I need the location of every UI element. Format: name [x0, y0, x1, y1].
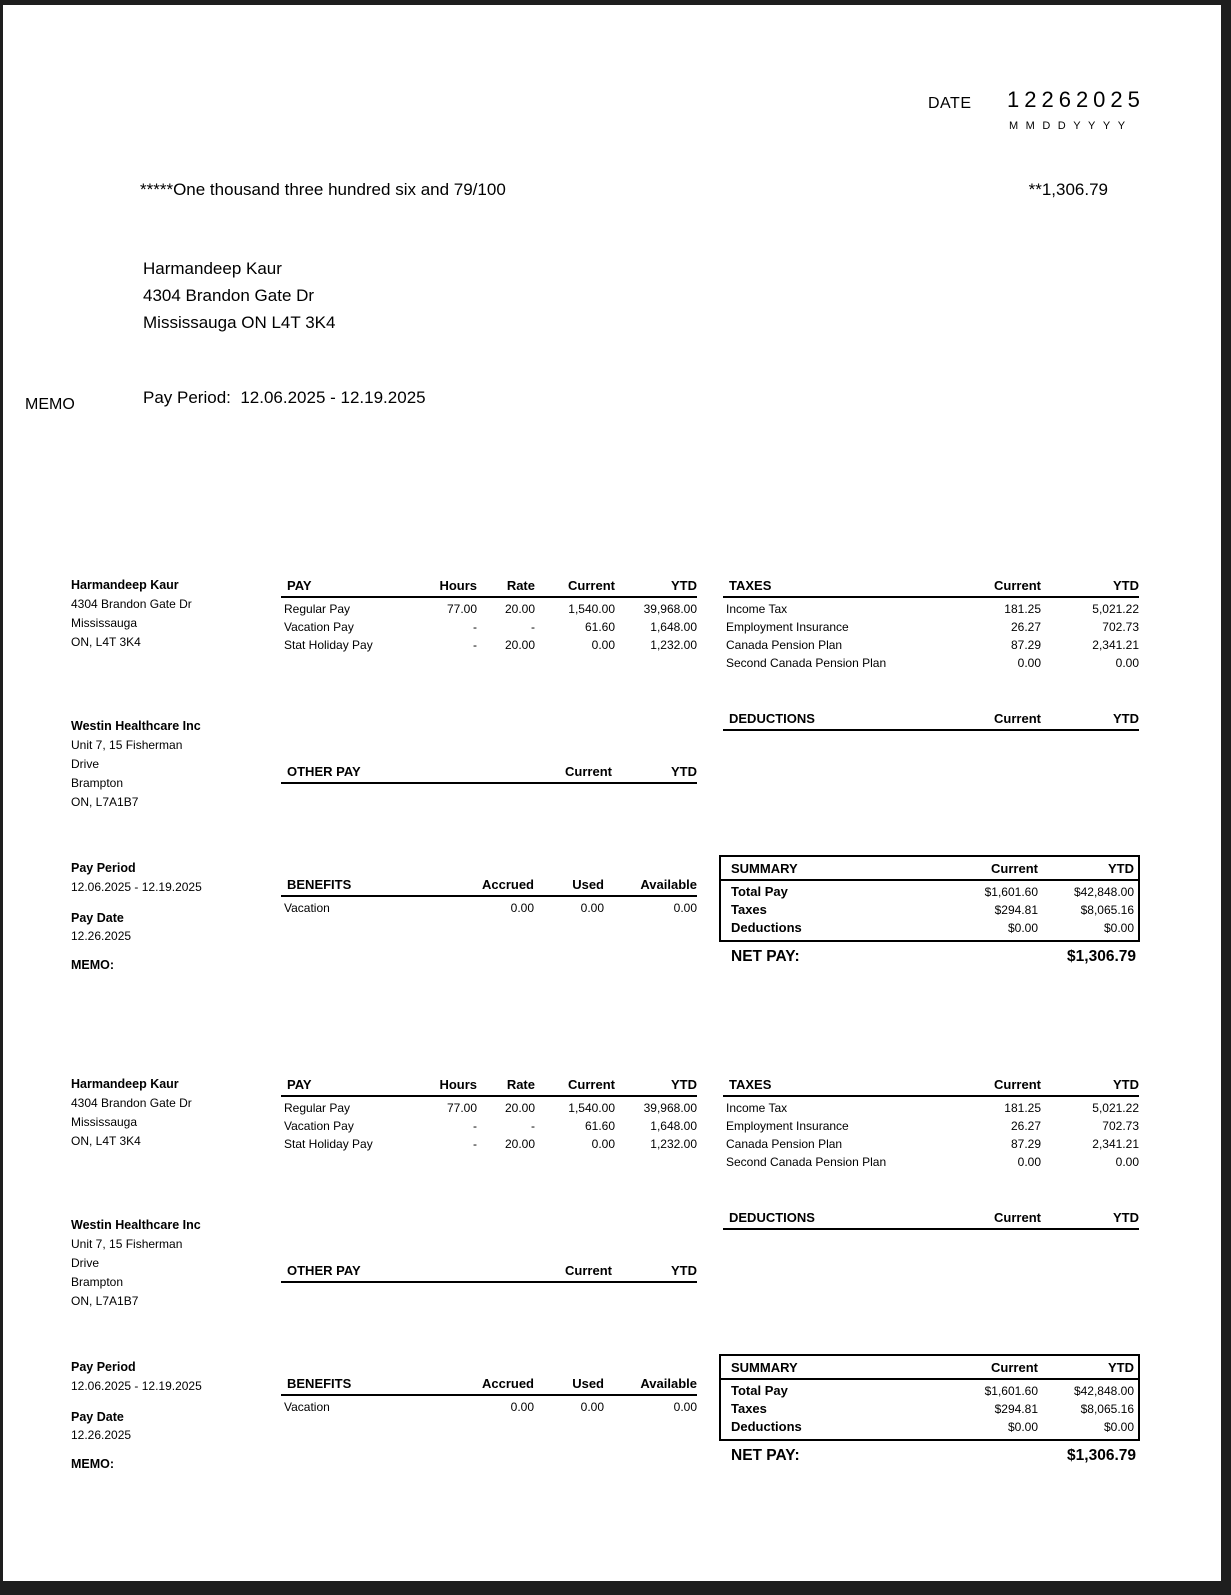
pay-col-hours: Hours [439, 1077, 477, 1092]
benefit-row-accrued: 0.00 [510, 901, 534, 915]
benefit-row-accrued: 0.00 [510, 1400, 534, 1414]
benefit-row-available: 0.00 [673, 1400, 697, 1414]
employee-address-line: ON, L4T 3K4 [71, 1134, 141, 1148]
employee-address-line: ON, L4T 3K4 [71, 635, 141, 649]
benefits-col-used: Used [572, 1376, 604, 1391]
pay-row-hours: 77.00 [446, 602, 477, 616]
benefit-row-used: 0.00 [580, 901, 604, 915]
employer-address-line: Unit 7, 15 Fisherman [71, 1237, 183, 1251]
summary-row-label: Taxes [731, 902, 767, 917]
tax-row-current: 26.27 [1010, 1119, 1041, 1133]
pay-row-rate: - [531, 620, 535, 634]
deductions-col-current: Current [994, 711, 1041, 726]
pay-col-rate: Rate [506, 1077, 535, 1092]
pay-table-title: PAY [287, 1077, 312, 1092]
cheque-date-label: DATE [928, 95, 972, 112]
tax-row-label: Second Canada Pension Plan [726, 1155, 887, 1169]
pay-col-ytd: YTD [671, 578, 697, 593]
pay-row-rate: 20.00 [504, 602, 535, 616]
pay-row-label: Stat Holiday Pay [284, 638, 373, 652]
pay-row-label: Stat Holiday Pay [284, 1137, 373, 1151]
tax-row-ytd: 702.73 [1102, 620, 1139, 634]
pay-date-label: Pay Date [71, 911, 124, 925]
summary-header [721, 857, 1138, 881]
cheque-date-format-hint: MMDDYYYY [1009, 120, 1133, 132]
benefits-table [281, 1376, 697, 1414]
tax-row-current: 181.25 [1004, 1101, 1041, 1115]
summary-row [721, 881, 1138, 899]
pay-col-current: Current [568, 1077, 615, 1092]
tax-row-current: 87.29 [1010, 1137, 1041, 1151]
payee-address-line1: 4304 Brandon Gate Dr [143, 286, 315, 305]
tax-row-current: 26.27 [1010, 620, 1041, 634]
employee-address-line: 4304 Brandon Gate Dr [71, 597, 192, 611]
table-row [723, 598, 1139, 616]
cheque-date-value: 12262025 [1007, 87, 1145, 112]
tax-row-ytd: 5,021.22 [1092, 602, 1139, 616]
other-pay-table-header [281, 1263, 697, 1283]
summary-row [721, 1398, 1138, 1416]
taxes-table-header [723, 578, 1139, 598]
pay-row-label: Vacation Pay [284, 620, 354, 634]
tax-row-current: 87.29 [1010, 638, 1041, 652]
tax-row-ytd: 0.00 [1115, 656, 1139, 670]
summary-box [719, 855, 1140, 942]
taxes-table-title: TAXES [729, 578, 772, 593]
tax-row-ytd: 2,341.21 [1092, 638, 1139, 652]
tax-row-current: 0.00 [1017, 1155, 1041, 1169]
pay-row-ytd: 1,232.00 [650, 638, 697, 652]
deductions-table-header [723, 1210, 1139, 1230]
summary-header [721, 1356, 1138, 1380]
table-row [723, 1133, 1139, 1151]
pay-table [281, 1077, 697, 1151]
pay-row-rate: - [531, 1119, 535, 1133]
taxes-col-current: Current [994, 578, 1041, 593]
taxes-col-current: Current [994, 1077, 1041, 1092]
payee-address-line2: Mississauga ON L4T 3K4 [143, 313, 336, 332]
pay-row-ytd: 39,968.00 [643, 1101, 697, 1115]
pay-row-hours: - [473, 620, 477, 634]
summary-title: SUMMARY [731, 1360, 798, 1375]
summary-row-label: Total Pay [731, 1383, 788, 1398]
employee-address-block [71, 576, 192, 652]
pay-row-current: 1,540.00 [568, 1101, 615, 1115]
employer-address-line: ON, L7A1B7 [71, 1294, 139, 1308]
deductions-table-title: DEDUCTIONS [729, 711, 815, 726]
employee-address-block [71, 1075, 192, 1151]
net-pay-label: NET PAY: [731, 948, 800, 965]
other-pay-table-title: OTHER PAY [287, 1263, 361, 1278]
summary-col-current: Current [991, 861, 1038, 876]
net-pay-value: $1,306.79 [1067, 1447, 1136, 1464]
pay-row-label: Regular Pay [284, 602, 351, 616]
other-pay-table-title: OTHER PAY [287, 764, 361, 779]
other-pay-col-ytd: YTD [671, 1263, 697, 1278]
summary-row-current: $294.81 [994, 1401, 1038, 1416]
deductions-col-ytd: YTD [1113, 711, 1139, 726]
benefit-row-label: Vacation [284, 1400, 330, 1414]
pay-row-current: 61.60 [584, 1119, 615, 1133]
table-row [723, 652, 1139, 670]
table-row [723, 1097, 1139, 1115]
employer-address-line: Drive [71, 1256, 100, 1270]
net-pay-row [719, 942, 1140, 966]
table-row [281, 897, 697, 915]
summary-title: SUMMARY [731, 861, 798, 876]
tax-row-current: 181.25 [1004, 602, 1041, 616]
pay-row-ytd: 1,232.00 [650, 1137, 697, 1151]
pay-date-label: Pay Date [71, 1410, 124, 1424]
pay-row-hours: - [473, 1137, 477, 1151]
deductions-table [723, 711, 1139, 731]
summary-row [721, 899, 1138, 917]
deductions-table-title: DEDUCTIONS [729, 1210, 815, 1225]
tax-row-label: Employment Insurance [726, 1119, 849, 1133]
pay-date-value: 12.26.2025 [71, 1428, 132, 1442]
other-pay-table [281, 764, 697, 784]
summary-row [721, 1380, 1138, 1398]
summary-row-current: $0.00 [1007, 920, 1038, 935]
summary-col-ytd: YTD [1108, 1360, 1134, 1375]
table-row [281, 616, 697, 634]
pay-row-ytd: 39,968.00 [643, 602, 697, 616]
employer-name: Westin Healthcare Inc [71, 1218, 201, 1232]
benefit-row-used: 0.00 [580, 1400, 604, 1414]
deductions-table [723, 1210, 1139, 1230]
benefits-col-available: Available [640, 1376, 697, 1391]
summary-row-ytd: $0.00 [1103, 920, 1134, 935]
benefits-table-header [281, 877, 697, 897]
pay-row-current: 1,540.00 [568, 602, 615, 616]
table-row [723, 616, 1139, 634]
employer-address-line: ON, L7A1B7 [71, 795, 139, 809]
deductions-table-header [723, 711, 1139, 731]
pay-row-ytd: 1,648.00 [650, 1119, 697, 1133]
summary-col-current: Current [991, 1360, 1038, 1375]
pay-col-rate: Rate [506, 578, 535, 593]
cheque-amount-in-words: *****One thousand three hundred six and 79/100 [140, 180, 506, 199]
pay-table [281, 578, 697, 652]
cheque-payee-block [143, 255, 335, 336]
summary-row-ytd: $42,848.00 [1073, 884, 1134, 899]
employer-address-block [71, 1216, 201, 1311]
pay-row-rate: 20.00 [504, 1101, 535, 1115]
tax-row-label: Canada Pension Plan [726, 638, 843, 652]
paycheque-page [3, 5, 1221, 1581]
employer-address-line: Brampton [71, 1275, 124, 1289]
summary-row-label: Total Pay [731, 884, 788, 899]
cheque-amount-numeric: **1,306.79 [1028, 180, 1108, 199]
net-pay-row [719, 1441, 1140, 1465]
pay-period-value: 12.06.2025 - 12.19.2025 [71, 880, 202, 894]
cheque-memo-label: MEMO [25, 396, 75, 413]
table-row [281, 1133, 697, 1151]
benefits-col-accrued: Accrued [481, 877, 534, 892]
benefits-table [281, 877, 697, 915]
summary-row [721, 1416, 1138, 1439]
pay-period-value: 12.06.2025 - 12.19.2025 [71, 1379, 202, 1393]
benefits-col-used: Used [572, 877, 604, 892]
tax-row-ytd: 5,021.22 [1092, 1101, 1139, 1115]
benefits-col-accrued: Accrued [481, 1376, 534, 1391]
tax-row-label: Employment Insurance [726, 620, 849, 634]
benefit-row-label: Vacation [284, 901, 330, 915]
pay-date-value: 12.26.2025 [71, 929, 132, 943]
benefits-table-header [281, 1376, 697, 1396]
summary-row-ytd: $42,848.00 [1073, 1383, 1134, 1398]
pay-row-hours: - [473, 1119, 477, 1133]
other-pay-col-current: Current [565, 1263, 612, 1278]
summary-row-label: Deductions [731, 1419, 802, 1434]
pay-col-current: Current [568, 578, 615, 593]
pay-stub-copy-2 [3, 1069, 1221, 1504]
taxes-table-header [723, 1077, 1139, 1097]
taxes-col-ytd: YTD [1113, 1077, 1139, 1092]
table-row [281, 634, 697, 652]
tax-row-label: Income Tax [726, 1101, 788, 1115]
pay-row-hours: - [473, 638, 477, 652]
table-row [723, 1115, 1139, 1133]
summary-col-ytd: YTD [1108, 861, 1134, 876]
employee-name: Harmandeep Kaur [71, 578, 179, 592]
pay-table-title: PAY [287, 578, 312, 593]
taxes-table [723, 578, 1139, 670]
employer-name: Westin Healthcare Inc [71, 719, 201, 733]
cheque-pay-period-line: Pay Period: 12.06.2025 - 12.19.2025 [143, 388, 426, 407]
summary-row-current: $0.00 [1007, 1419, 1038, 1434]
tax-row-ytd: 0.00 [1115, 1155, 1139, 1169]
table-row [281, 1097, 697, 1115]
summary-row-current: $294.81 [994, 902, 1038, 917]
benefit-row-available: 0.00 [673, 901, 697, 915]
summary-row-ytd: $0.00 [1103, 1419, 1134, 1434]
net-pay-label: NET PAY: [731, 1447, 800, 1464]
pay-row-ytd: 1,648.00 [650, 620, 697, 634]
taxes-table-title: TAXES [729, 1077, 772, 1092]
summary-row-current: $1,601.60 [984, 1383, 1038, 1398]
table-row [281, 1396, 697, 1414]
employer-address-line: Brampton [71, 776, 124, 790]
summary-row-label: Taxes [731, 1401, 767, 1416]
pay-row-rate: 20.00 [504, 1137, 535, 1151]
employer-address-block [71, 717, 201, 812]
benefits-col-available: Available [640, 877, 697, 892]
employee-name: Harmandeep Kaur [71, 1077, 179, 1091]
tax-row-ytd: 2,341.21 [1092, 1137, 1139, 1151]
tax-row-current: 0.00 [1017, 656, 1041, 670]
tax-row-ytd: 702.73 [1102, 1119, 1139, 1133]
table-row [281, 1115, 697, 1133]
employee-address-line: Mississauga [71, 1115, 138, 1129]
employee-address-line: Mississauga [71, 616, 138, 630]
other-pay-table [281, 1263, 697, 1283]
payee-name: Harmandeep Kaur [143, 259, 282, 278]
net-pay-value: $1,306.79 [1067, 948, 1136, 965]
deductions-col-current: Current [994, 1210, 1041, 1225]
other-pay-col-ytd: YTD [671, 764, 697, 779]
summary-box [719, 1354, 1140, 1441]
summary-row-label: Deductions [731, 920, 802, 935]
summary-row-current: $1,601.60 [984, 884, 1038, 899]
pay-table-header [281, 1077, 697, 1097]
tax-row-label: Income Tax [726, 602, 788, 616]
deductions-col-ytd: YTD [1113, 1210, 1139, 1225]
benefits-table-title: BENEFITS [287, 877, 352, 892]
other-pay-col-current: Current [565, 764, 612, 779]
employee-address-line: 4304 Brandon Gate Dr [71, 1096, 192, 1110]
pay-row-hours: 77.00 [446, 1101, 477, 1115]
table-row [723, 1151, 1139, 1169]
pay-table-header [281, 578, 697, 598]
taxes-col-ytd: YTD [1113, 578, 1139, 593]
employer-address-line: Drive [71, 757, 100, 771]
pay-row-current: 61.60 [584, 620, 615, 634]
pay-stub-copy-1 [3, 570, 1221, 1005]
stub-memo-label: MEMO: [71, 958, 115, 972]
pay-period-label: Pay Period [71, 861, 136, 875]
pay-row-current: 0.00 [591, 638, 615, 652]
summary-row [721, 917, 1138, 940]
pay-period-label: Pay Period [71, 1360, 136, 1374]
stub-memo-label: MEMO: [71, 1457, 115, 1471]
tax-row-label: Canada Pension Plan [726, 1137, 843, 1151]
table-row [281, 598, 697, 616]
tax-row-label: Second Canada Pension Plan [726, 656, 887, 670]
pay-row-label: Regular Pay [284, 1101, 351, 1115]
pay-col-ytd: YTD [671, 1077, 697, 1092]
pay-row-current: 0.00 [591, 1137, 615, 1151]
employer-address-line: Unit 7, 15 Fisherman [71, 738, 183, 752]
summary-row-ytd: $8,065.16 [1080, 902, 1134, 917]
benefits-table-title: BENEFITS [287, 1376, 352, 1391]
taxes-table [723, 1077, 1139, 1169]
summary-row-ytd: $8,065.16 [1080, 1401, 1134, 1416]
pay-col-hours: Hours [439, 578, 477, 593]
pay-row-rate: 20.00 [504, 638, 535, 652]
table-row [723, 634, 1139, 652]
pay-row-label: Vacation Pay [284, 1119, 354, 1133]
other-pay-table-header [281, 764, 697, 784]
